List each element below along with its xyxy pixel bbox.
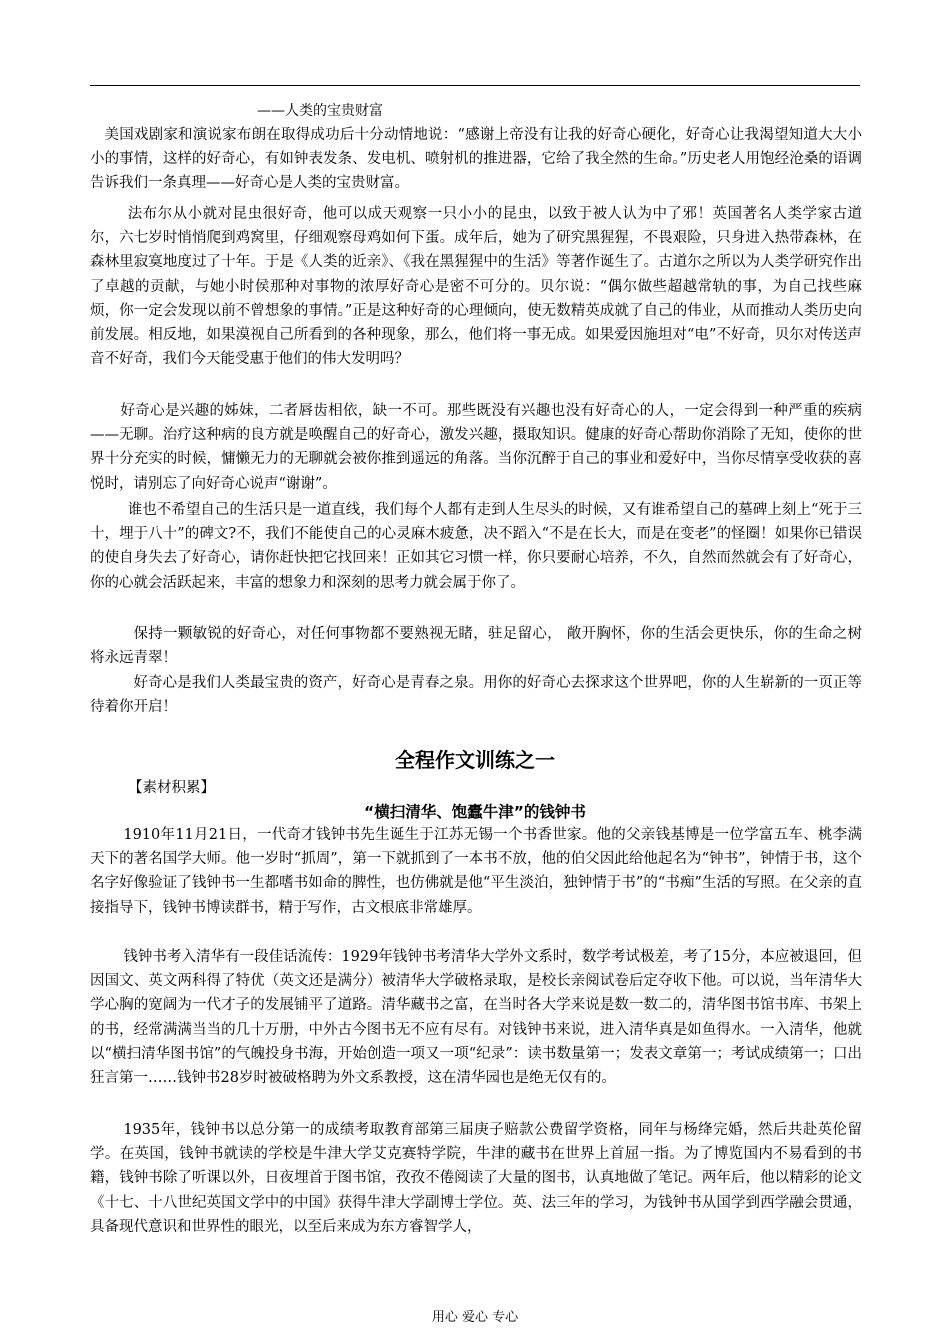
section-label: 【素材积累】 [128, 780, 215, 796]
essay-paragraph-4: 谁也不希望自己的生活只是一道直线，我们每个人都有走到人生尽头的时候，又有谁希望自己的墓碑上刻上“死于三十，埋于八十”的碑文?不，我们不能使自己的心灵麻木疲惫，决不蹈入“不是在长大，而是在变老”的怪圈！如果你已错误的使自身失去了好奇心，请你赶快把它找回来！正如其它习惯一样，你只要耐心培养，不久，自然而然就会有了好奇心，你的心就会活跃起来，丰富的想象力和深刻的思考力就会属于你了。 [90, 502, 862, 591]
header-rule [90, 85, 860, 86]
essay-paragraph-6: 好奇心是我们人类最宝贵的资产，好奇心是青春之泉。用你的好奇心去探求这个世界吧，你的人生崭新的一页正等待着你开启！ [90, 675, 862, 716]
article-paragraph-3: 1935年，钱钟书以总分第一的成绩考取教育部第三届庚子赔款公费留学资格，同年与杨绛完婚，然后共赴英伦留学。在英国，钱钟书就读的学校是牛津大学艾克赛特学院，牛津的藏书在世界上首屈一指。为了博览国内不易看到的书籍，钱钟书除了听课以外，日夜埋首于图书馆，孜孜不倦阅读了大量的图书，认真地做了笔记。两年后，他以精彩的论文《十七、十八世纪英国文学中的中国》获得牛津大学副博士学位。英、法三年的学习，为钱钟书从国学到西学融会贯通，具备现代意识和世界性的眼光，以至后来成为东方睿智学人， [90, 1122, 862, 1235]
essay-paragraph-3: 好奇心是兴趣的姊妹，二者唇齿相依，缺一不可。那些既没有兴趣也没有好奇心的人，一定会得到一种严重的疾病——无聊。治疗这种病的良方就是唤醒自己的好奇心，激发兴趣，摄取知识。健康的好奇心帮助你消除了无知，使你的世界十分充实的时候，慵懒无力的无聊就会被你推到遥远的角落。当你沉醉于自己的事业和爱好中，当你尽情享受收获的喜悦时，请别忘了向好奇心说声“谢谢”。 [90, 403, 862, 492]
article-paragraph-2: 钱钟书考入清华有一段佳话流传：1929年钱钟书考清华大学外文系时，数学考试极差，考了15分，本应被退回，但因国文、英文两科得了特优（英文还是满分）被清华大学破格录取，是校长亲阅试卷后定夺收下他。可以说，当年清华大学心胸的宽阔为一代才子的发展铺平了道路。清华藏书之富，在当时各大学来说是数一数二的，清华图书馆书库、书架上的书，经常满满当当的几十万册，中外古今图书无不应有尽有。对钱钟书来说，进入清华真是如鱼得水。一入清华，他就以“横扫清华图书馆”的气魄投身书海，开始创造一项又一项“纪录”：读书数量第一；发表文章第一；考试成绩第一；口出狂言第一……钱钟书28岁时被破格聘为外文系教授，这在清华园也是绝无仅有的。 [90, 949, 862, 1087]
article-title: “横扫清华、饱蠹牛津”的钱钟书 [364, 803, 586, 821]
essay-paragraph-2: 法布尔从小就对昆虫很好奇，他可以成天观察一只小小的昆虫，以致于被人认为中了邪！英国著名人类学家古道尔，六七岁时悄悄爬到鸡窝里，仔细观察母鸡如何下蛋。成年后，她为了研究黑猩猩，不畏艰险，只身进入热带森林，在森林里寂寞地度过了十年。于是《人类的近亲》、《我在黑猩猩中的生活》等著作诞生了。古道尔之所以为人类学研究作出了卓越的贡献，与她小时侯那种对事物的浓厚好奇心是密不可分的。贝尔说：“偶尔做些超越常轨的事，为自己找些麻烦，你一定会发现以前不曾想象的事情。”正是这种好奇的心理倾向，使无数精英成就了自己的伟业，从而推动人类历史向前发展。相反地，如果漠视自己所看到的各种现象，那么，他们将一事无成。如果爱因施坦对“电”不好奇，贝尔对传送声音不好奇，我们今天能受惠于他们的伟大发明吗？ [90, 206, 862, 368]
essay-paragraph-1: 美国戏剧家和演说家布朗在取得成功后十分动情地说：“感谢上帝没有让我的好奇心硬化，好奇心让我渴望知道大大小小的事情，这样的好奇心，有如钟表发条、发电机、喷射机的推进器，它给了我全然的生命。”历史老人用饱经沧桑的语调告诉我们一条真理——好奇心是人类的宝贵财富。 [90, 127, 862, 192]
article-paragraph-1: 1910年11月21日，一代奇才钱钟书先生诞生于江苏无锡一个书香世家。他的父亲钱基博是一位学富五车、桃李满天下的著名国学大师。他一岁时“抓周”，第一下就抓到了一本书不放，他的伯父因此给他起名为“钟书”，钟情于书，这个名字好像验证了钱钟书一生都嗜书如命的脾性，也仿佛就是他“平生淡泊，独钟情于书”的“书痴”生活的写照。在父亲的直接指导下，钱钟书博读群书，精于写作，古文根底非常雄厚。 [90, 827, 862, 916]
section-heading: 全程作文训练之一 [395, 748, 555, 772]
essay-subtitle: ——人类的宝贵财富 [257, 103, 383, 119]
page-footer: 用心 爱心 专心 [431, 1310, 519, 1325]
essay-paragraph-5: 保持一颗敏锐的好奇心，对任何事物都不要熟视无睹，驻足留心， 敞开胸怀，你的生活会更快乐，你的生命之树将永远青翠！ [90, 626, 862, 667]
